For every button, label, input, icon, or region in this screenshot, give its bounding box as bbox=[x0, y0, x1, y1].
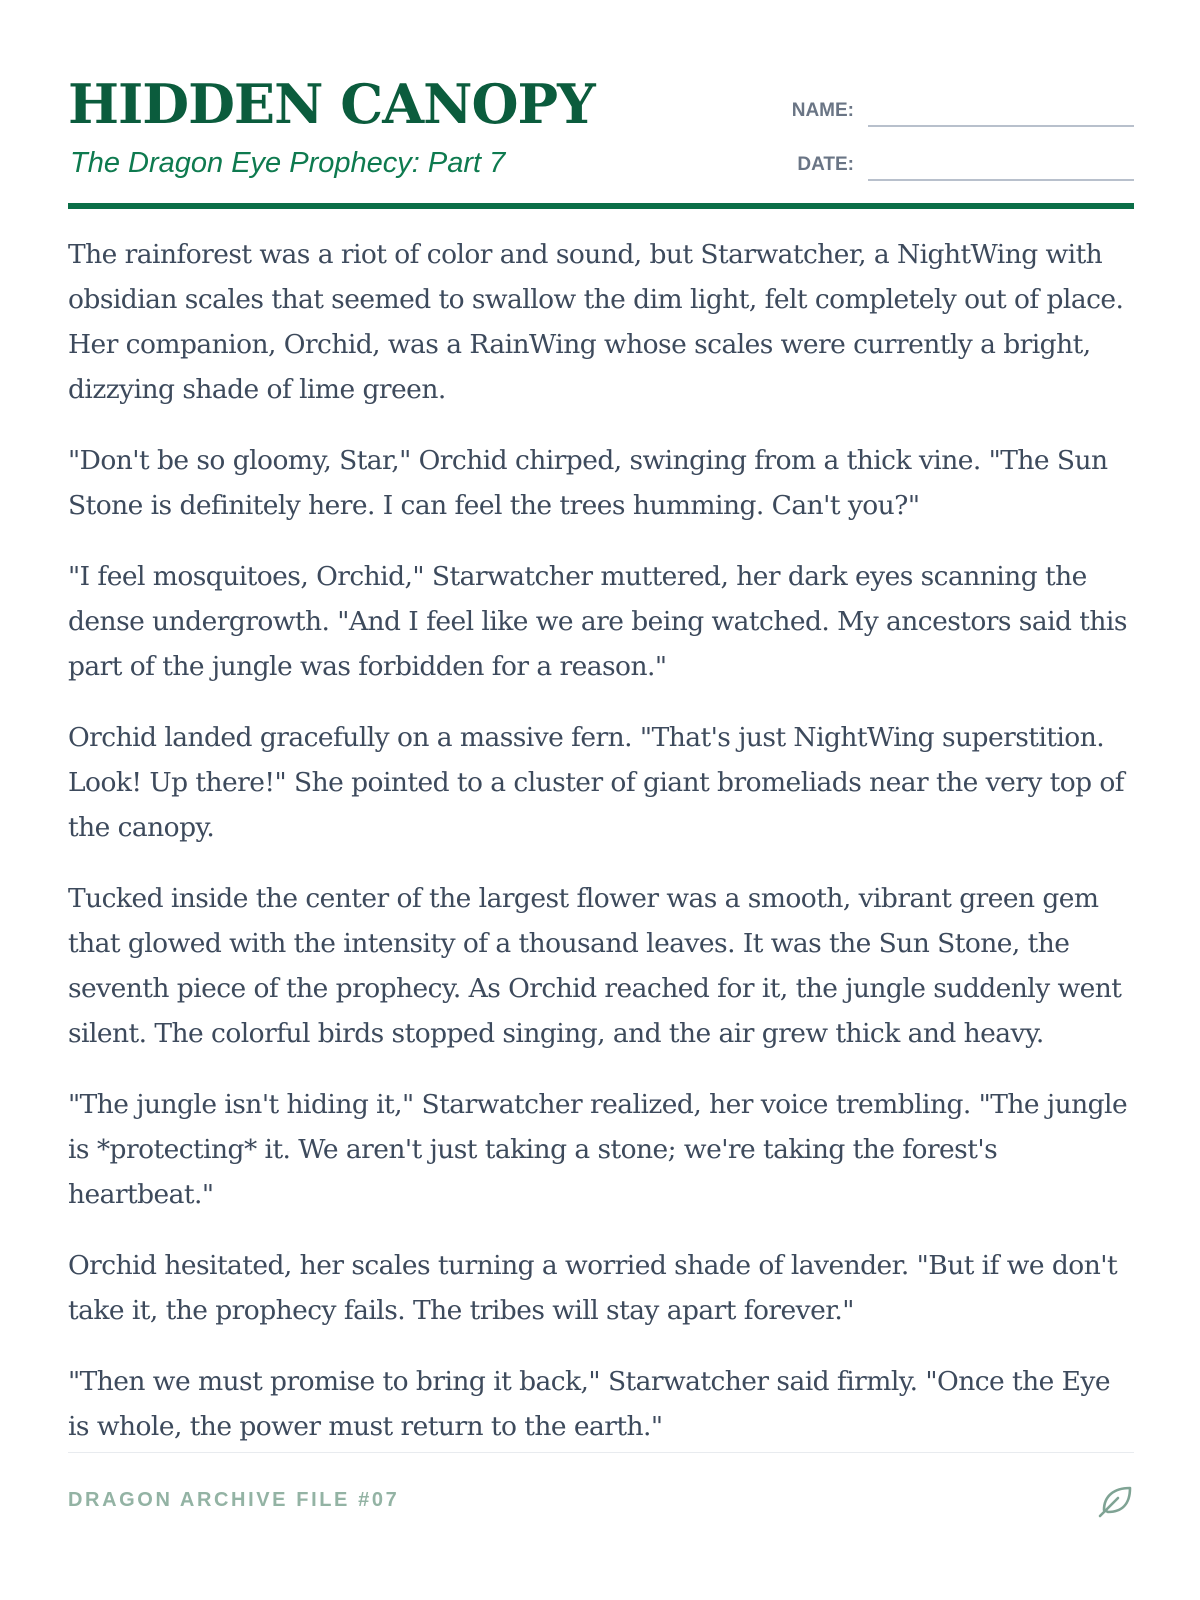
story-paragraph: "Then we must promise to bring it back," Starwatcher said firmly. "Once the Eye is whole, the power must return to the earth." bbox=[68, 1366, 1110, 1442]
story-body bbox=[68, 232, 1138, 1475]
name-field[interactable] bbox=[774, 92, 1134, 132]
date-label: DATE: bbox=[797, 154, 854, 175]
leaf-icon bbox=[1096, 1480, 1136, 1520]
story-paragraph: Tucked inside the center of the largest flower was a smooth, vibrant green gem that glowed with the intensity of a thousand leaves. It was the Sun Stone, the seventh piece of the prophecy. As Orchid reached for it, the jungle suddenly went silent. The colorful birds stopped singing, and the air grew thick and heavy. bbox=[68, 883, 1122, 1049]
name-line[interactable] bbox=[868, 125, 1134, 127]
story-paragraph: Orchid hesitated, her scales turning a worried shade of lavender. "But if we don't take it, the prophecy fails. The tribes will stay apart forever." bbox=[68, 1250, 1118, 1326]
date-line[interactable] bbox=[868, 179, 1134, 181]
worksheet-header bbox=[68, 72, 1134, 212]
story-paragraph: Orchid landed gracefully on a massive fern. "That's just NightWing superstition. Look! Up there!" She pointed to a cluster of giant bromeliads near the very top of the canopy. bbox=[68, 722, 1125, 843]
page-title: HIDDEN CANOPY bbox=[68, 72, 595, 136]
story-paragraph: "I feel mosquitoes, Orchid," Starwatcher muttered, her dark eyes scanning the dense undergrowth. "And I feel like we are being watched. My ancestors said this part of the jungle was forbidden for a reason." bbox=[68, 561, 1127, 682]
header-divider bbox=[68, 203, 1134, 209]
name-label: NAME: bbox=[791, 100, 854, 121]
story-paragraph: "Don't be so gloomy, Star," Orchid chirped, swinging from a thick vine. "The Sun Stone is definitely here. I can feel the trees humming. Can't you?" bbox=[68, 445, 1108, 521]
date-field[interactable] bbox=[774, 146, 1134, 186]
story-paragraph: The rainforest was a riot of color and sound, but Starwatcher, a NightWing with obsidian scales that seemed to swallow the dim light, felt completely out of place. Her companion, Orchid, was a RainWing whose scales were currently a bright, dizzying shade of lime green. bbox=[68, 239, 1124, 405]
archive-file-label: DRAGON ARCHIVE FILE #07 bbox=[68, 1489, 400, 1511]
story-paragraph: "The jungle isn't hiding it," Starwatcher realized, her voice trembling. "The jungle is *protecting* it. We aren't just taking a stone; we're taking the forest's heartbeat." bbox=[68, 1089, 1128, 1210]
footer-divider bbox=[68, 1452, 1134, 1453]
page-subtitle: The Dragon Eye Prophecy: Part 7 bbox=[70, 147, 506, 179]
